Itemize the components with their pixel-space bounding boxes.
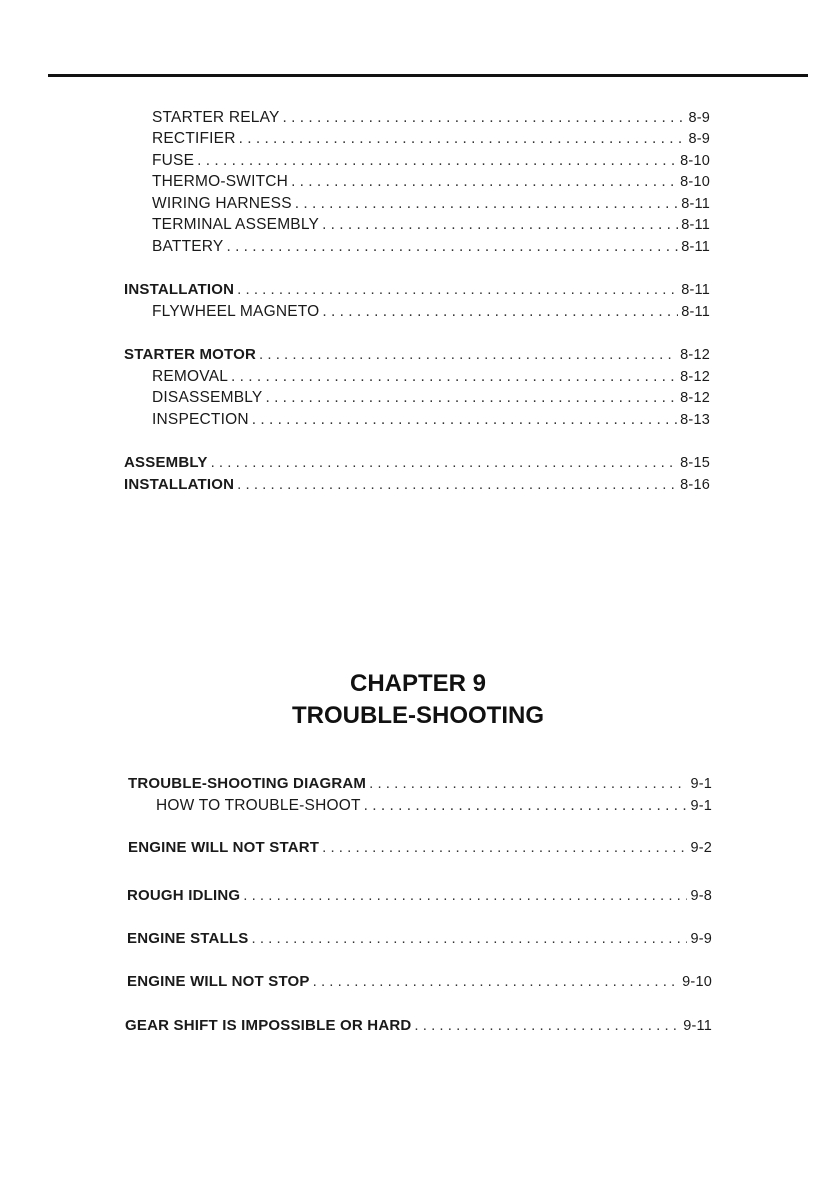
- dot-leader: [322, 215, 678, 235]
- toc-entry-label: HOW TO TROUBLE-SHOOT: [156, 797, 361, 814]
- toc-entry-label: DISASSEMBLY: [152, 389, 263, 406]
- toc-entry-label: WIRING HARNESS: [152, 195, 292, 212]
- dot-leader: [211, 453, 678, 473]
- toc-entry-label: INSPECTION: [152, 411, 249, 428]
- toc-entry-page: 8-11: [681, 217, 710, 233]
- toc-entry-label: TROUBLE-SHOOTING DIAGRAM: [128, 775, 367, 792]
- toc-entry-wiring-harness[interactable]: [152, 194, 710, 214]
- toc-entry-page: 8-16: [680, 477, 710, 493]
- toc-entry-label: INSTALLATION: [124, 476, 235, 493]
- toc-entry-page: 8-13: [680, 412, 710, 428]
- toc-entry-disassembly[interactable]: [152, 388, 710, 408]
- toc-entry-label: ROUGH IDLING: [127, 887, 241, 904]
- toc-entry-page: 9-9: [690, 931, 712, 947]
- toc-entry-label: RECTIFIER: [152, 130, 236, 147]
- toc-entry-thermo-switch[interactable]: [152, 172, 710, 192]
- toc-entry-page: 9-1: [690, 776, 712, 792]
- toc-entry-page: 8-12: [680, 347, 710, 363]
- dot-leader: [283, 108, 686, 128]
- toc-entry-page: 8-11: [681, 304, 710, 320]
- toc-entry-label: FUSE: [152, 152, 195, 169]
- top-rule: [48, 74, 808, 77]
- dot-leader: [414, 1016, 680, 1036]
- toc-entry-page: 9-1: [690, 798, 712, 814]
- toc-entry-label: INSTALLATION: [124, 281, 235, 298]
- toc-entry-removal[interactable]: [152, 367, 710, 387]
- dot-leader: [226, 237, 678, 257]
- dot-leader: [239, 129, 686, 149]
- toc-heading-engine-will-not-stop[interactable]: [127, 972, 712, 992]
- toc-entry-page: 8-11: [681, 282, 710, 298]
- toc-entry-page: 9-10: [682, 974, 712, 990]
- toc-entry-page: 8-11: [681, 239, 710, 255]
- dot-leader: [231, 367, 677, 387]
- toc-heading-engine-will-not-start[interactable]: [128, 838, 712, 858]
- toc-heading-rough-idling[interactable]: [127, 886, 712, 906]
- toc-entry-starter-relay[interactable]: [152, 108, 710, 128]
- dot-leader: [252, 410, 677, 430]
- dot-leader: [252, 929, 688, 949]
- toc-entry-rectifier[interactable]: [152, 129, 710, 149]
- toc-entry-page: 8-9: [688, 110, 710, 126]
- toc-entry-label: THERMO-SWITCH: [152, 173, 289, 190]
- dot-leader: [313, 972, 680, 992]
- toc-entry-label: ENGINE STALLS: [127, 930, 249, 947]
- chapter-title: TROUBLE-SHOOTING: [292, 702, 544, 729]
- toc-heading-gear-shift[interactable]: [125, 1016, 712, 1036]
- dot-leader: [291, 172, 677, 192]
- toc-entry-label: BATTERY: [152, 238, 224, 255]
- dot-leader: [237, 475, 677, 495]
- toc-entry-label: REMOVAL: [152, 368, 229, 385]
- toc-entry-label: ASSEMBLY: [124, 454, 208, 471]
- toc-entry-label: STARTER RELAY: [152, 109, 280, 126]
- toc-heading-assembly[interactable]: [124, 453, 710, 473]
- dot-leader: [243, 886, 687, 906]
- toc-entry-terminal-assembly[interactable]: [152, 215, 710, 235]
- dot-leader: [295, 194, 679, 214]
- toc-heading-starter-motor[interactable]: [124, 345, 710, 365]
- toc-entry-page: 8-9: [688, 131, 710, 147]
- chapter-number: CHAPTER 9: [349, 670, 487, 697]
- toc-entry-battery[interactable]: [152, 237, 710, 257]
- toc-heading-engine-stalls[interactable]: [127, 929, 712, 949]
- dot-leader: [322, 838, 687, 858]
- toc-entry-label: TERMINAL ASSEMBLY: [152, 216, 320, 233]
- toc-entry-fuse[interactable]: [152, 151, 710, 171]
- toc-entry-how-to-trouble-shoot[interactable]: [156, 796, 712, 816]
- toc-heading-installation[interactable]: [124, 280, 710, 300]
- dot-leader: [369, 774, 687, 794]
- toc-entry-page: 9-11: [683, 1018, 712, 1034]
- toc-entry-label: FLYWHEEL MAGNETO: [152, 303, 320, 320]
- toc-entry-page: 8-15: [680, 455, 710, 471]
- dot-leader: [265, 388, 677, 408]
- dot-leader: [259, 345, 677, 365]
- dot-leader: [364, 796, 688, 816]
- toc-entry-label: ENGINE WILL NOT STOP: [127, 973, 310, 990]
- dot-leader: [237, 280, 678, 300]
- toc-entry-page: 9-2: [690, 840, 712, 856]
- toc-entry-inspection[interactable]: [152, 410, 710, 430]
- dot-leader: [197, 151, 677, 171]
- toc-entry-page: 8-10: [680, 153, 710, 169]
- toc-entry-label: STARTER MOTOR: [124, 346, 257, 363]
- toc-heading-trouble-shooting-diagram[interactable]: [128, 774, 712, 794]
- toc-entry-page: 9-8: [690, 888, 712, 904]
- toc-heading-installation-2[interactable]: [124, 475, 710, 495]
- toc-entry-flywheel-magneto[interactable]: [152, 302, 710, 322]
- toc-entry-label: ENGINE WILL NOT START: [128, 839, 320, 856]
- toc-entry-page: 8-11: [681, 196, 710, 212]
- toc-entry-page: 8-10: [680, 174, 710, 190]
- toc-entry-page: 8-12: [680, 369, 710, 385]
- dot-leader: [322, 302, 678, 322]
- toc-entry-page: 8-12: [680, 390, 710, 406]
- toc-entry-label: GEAR SHIFT IS IMPOSSIBLE OR HARD: [125, 1017, 412, 1034]
